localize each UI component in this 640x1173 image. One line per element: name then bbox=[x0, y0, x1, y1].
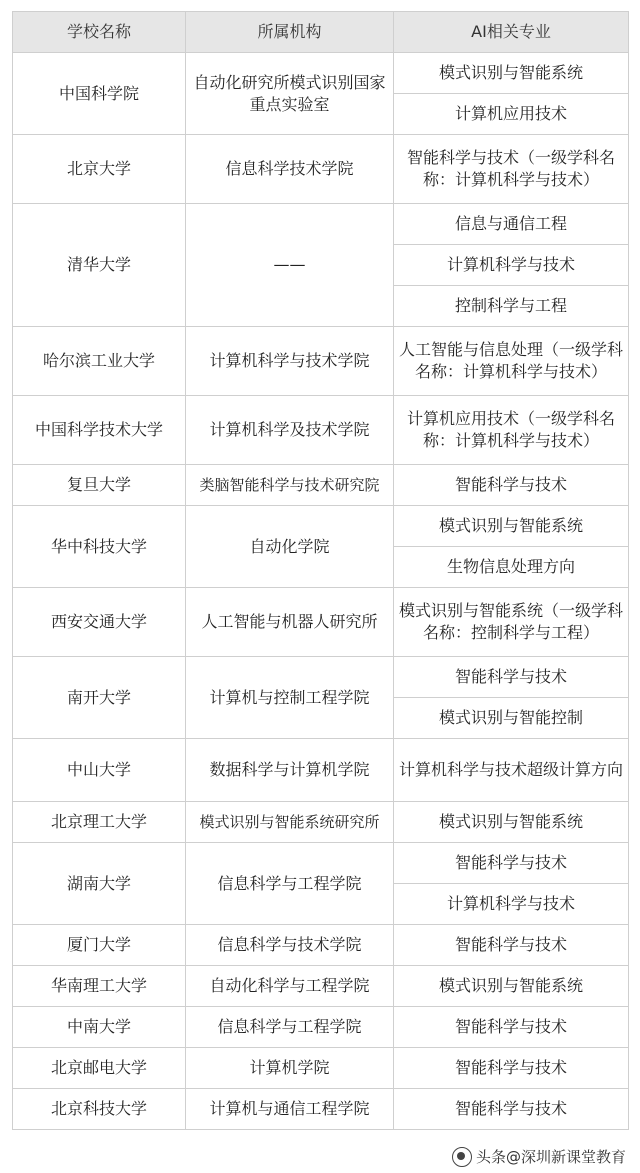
school-cell: 北京大学 bbox=[13, 135, 186, 204]
institution-cell: 信息科学与技术学院 bbox=[186, 925, 394, 966]
header-school: 学校名称 bbox=[13, 12, 186, 53]
school-cell: 华中科技大学 bbox=[13, 506, 186, 588]
header-institution: 所属机构 bbox=[186, 12, 394, 53]
toutiao-logo-icon bbox=[452, 1147, 472, 1167]
major-cell: 模式识别与智能系统 bbox=[394, 53, 629, 94]
institution-cell: 信息科学与工程学院 bbox=[186, 1007, 394, 1048]
table-row bbox=[13, 1048, 629, 1089]
institution-cell: 数据科学与计算机学院 bbox=[186, 739, 394, 802]
institution-cell: 自动化研究所模式识别国家重点实验室 bbox=[186, 53, 394, 135]
school-cell: 湖南大学 bbox=[13, 843, 186, 925]
major-cell: 计算机科学与技术 bbox=[394, 884, 629, 925]
institution-cell: 类脑智能科学与技术研究院 bbox=[186, 465, 394, 506]
table-row bbox=[13, 843, 629, 884]
school-cell: 北京理工大学 bbox=[13, 802, 186, 843]
institution-cell: 计算机科学与技术学院 bbox=[186, 327, 394, 396]
major-cell: 计算机应用技术 bbox=[394, 94, 629, 135]
table-row bbox=[13, 802, 629, 843]
school-cell: 北京科技大学 bbox=[13, 1089, 186, 1130]
table-row bbox=[13, 1007, 629, 1048]
major-cell: 智能科学与技术 bbox=[394, 1007, 629, 1048]
major-cell: 生物信息处理方向 bbox=[394, 547, 629, 588]
institution-cell: 计算机科学及技术学院 bbox=[186, 396, 394, 465]
major-cell: 智能科学与技术 bbox=[394, 1089, 629, 1130]
institution-cell: 自动化学院 bbox=[186, 506, 394, 588]
institution-cell: 人工智能与机器人研究所 bbox=[186, 588, 394, 657]
school-cell: 西安交通大学 bbox=[13, 588, 186, 657]
ai-majors-table bbox=[12, 11, 629, 1130]
school-cell: 南开大学 bbox=[13, 657, 186, 739]
school-cell: 中南大学 bbox=[13, 1007, 186, 1048]
major-cell: 计算机科学与技术超级计算方向 bbox=[394, 739, 629, 802]
table-row bbox=[13, 465, 629, 506]
institution-cell: 自动化科学与工程学院 bbox=[186, 966, 394, 1007]
header-majors: AI相关专业 bbox=[394, 12, 629, 53]
school-cell: 中国科学技术大学 bbox=[13, 396, 186, 465]
table-row bbox=[13, 966, 629, 1007]
table-row bbox=[13, 739, 629, 802]
institution-cell: 信息科学技术学院 bbox=[186, 135, 394, 204]
school-cell: 厦门大学 bbox=[13, 925, 186, 966]
school-cell: 哈尔滨工业大学 bbox=[13, 327, 186, 396]
major-cell: 模式识别与智能系统（一级学科名称：控制科学与工程） bbox=[394, 588, 629, 657]
table-header bbox=[13, 12, 629, 53]
institution-cell: 信息科学与工程学院 bbox=[186, 843, 394, 925]
major-cell: 智能科学与技术 bbox=[394, 657, 629, 698]
institution-cell: —— bbox=[186, 204, 394, 327]
institution-cell: 模式识别与智能系统研究所 bbox=[186, 802, 394, 843]
major-cell: 控制科学与工程 bbox=[394, 286, 629, 327]
school-cell: 复旦大学 bbox=[13, 465, 186, 506]
major-cell: 智能科学与技术 bbox=[394, 1048, 629, 1089]
major-cell: 模式识别与智能系统 bbox=[394, 802, 629, 843]
table-row bbox=[13, 327, 629, 396]
major-cell: 模式识别与智能系统 bbox=[394, 966, 629, 1007]
school-cell: 中山大学 bbox=[13, 739, 186, 802]
table-row bbox=[13, 135, 629, 204]
major-cell: 信息与通信工程 bbox=[394, 204, 629, 245]
table-row bbox=[13, 506, 629, 547]
major-cell: 智能科学与技术 bbox=[394, 925, 629, 966]
institution-cell: 计算机与控制工程学院 bbox=[186, 657, 394, 739]
major-cell: 人工智能与信息处理（一级学科名称：计算机科学与技术） bbox=[394, 327, 629, 396]
major-cell: 模式识别与智能系统 bbox=[394, 506, 629, 547]
major-cell: 智能科学与技术 bbox=[394, 843, 629, 884]
school-cell: 清华大学 bbox=[13, 204, 186, 327]
table-row bbox=[13, 588, 629, 657]
institution-cell: 计算机与通信工程学院 bbox=[186, 1089, 394, 1130]
institution-cell: 计算机学院 bbox=[186, 1048, 394, 1089]
major-cell: 智能科学与技术（一级学科名称：计算机科学与技术） bbox=[394, 135, 629, 204]
watermark bbox=[452, 1146, 626, 1167]
school-cell: 中国科学院 bbox=[13, 53, 186, 135]
watermark-text: 头条@深圳新课堂教育 bbox=[475, 1148, 626, 1166]
school-cell: 华南理工大学 bbox=[13, 966, 186, 1007]
major-cell: 智能科学与技术 bbox=[394, 465, 629, 506]
table-body bbox=[13, 53, 629, 1130]
table-row bbox=[13, 657, 629, 698]
table-row bbox=[13, 204, 629, 245]
table-row bbox=[13, 396, 629, 465]
school-cell: 北京邮电大学 bbox=[13, 1048, 186, 1089]
header-row bbox=[13, 12, 629, 53]
major-cell: 计算机科学与技术 bbox=[394, 245, 629, 286]
page bbox=[12, 11, 628, 1130]
major-cell: 计算机应用技术（一级学科名称：计算机科学与技术） bbox=[394, 396, 629, 465]
table-row bbox=[13, 925, 629, 966]
major-cell: 模式识别与智能控制 bbox=[394, 698, 629, 739]
table-row bbox=[13, 53, 629, 94]
table-row bbox=[13, 1089, 629, 1130]
